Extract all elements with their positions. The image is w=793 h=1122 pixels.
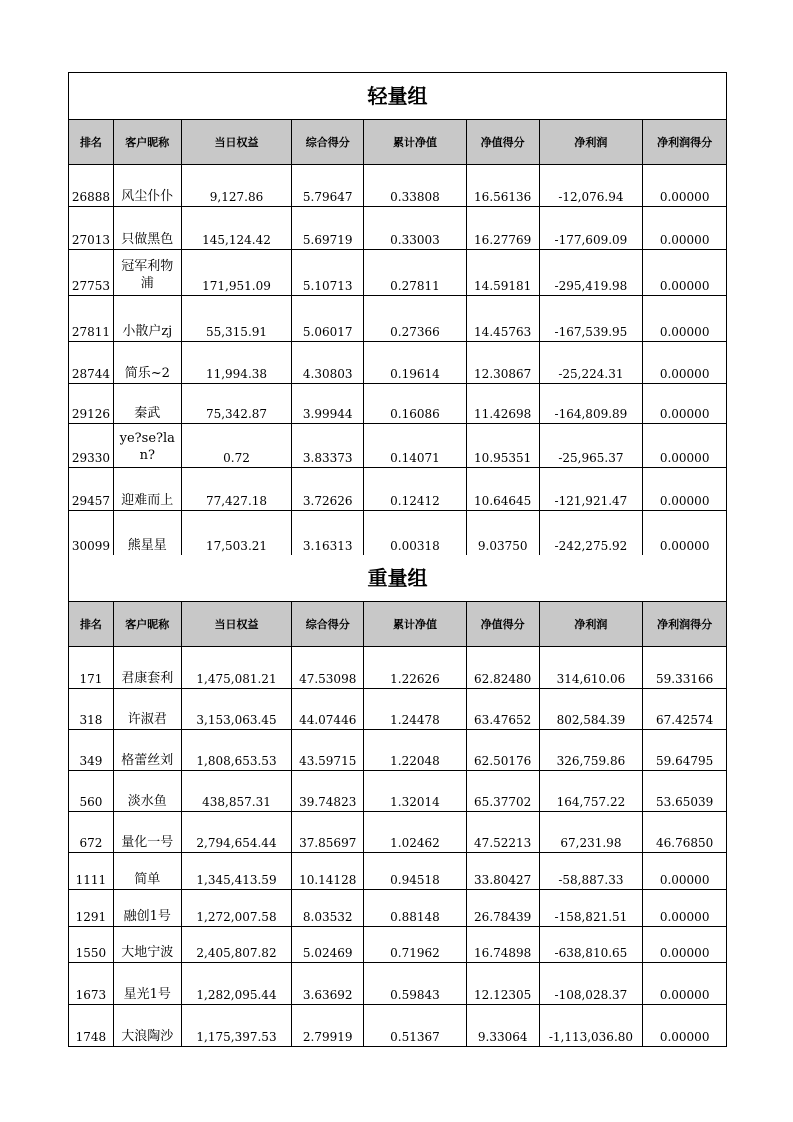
- table-cell: 59.33166: [656, 672, 714, 686]
- table-cell: 只做黑色: [114, 207, 182, 249]
- table-cell: 802,584.39: [540, 689, 644, 729]
- table-cell: 5.06017: [292, 296, 364, 341]
- table-header-row: [69, 602, 726, 647]
- table-cell: 5.10713: [292, 250, 364, 295]
- table-cell: 1111: [69, 853, 114, 889]
- table-row: [69, 730, 726, 771]
- table-cell: 0.59843: [364, 963, 467, 1004]
- table-cell: 0.00000: [659, 367, 710, 381]
- table-cell: 62.82480: [467, 647, 540, 688]
- table-cell: 16.74898: [467, 927, 540, 962]
- heavy-group-title: 重量组: [69, 555, 726, 602]
- column-header: 净值得分: [467, 602, 540, 646]
- table-cell: 冠军利物浦: [114, 250, 182, 295]
- table-cell: 171,951.09: [182, 250, 293, 295]
- table-cell: 9.33064: [467, 1005, 540, 1046]
- table-cell: -167,539.95: [540, 296, 644, 341]
- table-cell: 314,610.06: [540, 647, 644, 688]
- table-cell: 0.00000: [659, 407, 710, 421]
- table-cell: 37.85697: [292, 812, 364, 852]
- column-header: 排名: [69, 602, 114, 646]
- table-row: [69, 771, 726, 812]
- table-cell: 1,808,653.53: [182, 730, 293, 770]
- table-cell: 672: [69, 812, 114, 852]
- table-cell: 许淑君: [114, 689, 182, 729]
- table-cell: -158,821.51: [540, 890, 644, 926]
- table-cell: 1.24478: [364, 689, 467, 729]
- table-cell: 迎难而上: [114, 468, 182, 510]
- table-cell: 君康套利: [114, 647, 182, 688]
- table-row: [69, 812, 726, 853]
- table-cell: 10.95351: [467, 424, 540, 467]
- table-row: [69, 689, 726, 730]
- heavy-group-section: [69, 555, 726, 1046]
- table-cell: 量化一号: [114, 812, 182, 852]
- column-header: 客户昵称: [114, 120, 182, 164]
- table-cell: 0.00000: [659, 1030, 710, 1044]
- table-cell: 1,345,413.59: [182, 853, 293, 889]
- table-cell: 1550: [69, 927, 114, 962]
- light-group-title: 轻量组: [69, 73, 726, 120]
- column-header: 净利润: [540, 602, 644, 646]
- table-cell: 5.79647: [292, 165, 364, 206]
- table-cell: 0.71962: [364, 927, 467, 962]
- table-cell: -1,113,036.80: [540, 1005, 644, 1046]
- table-row: [69, 250, 726, 296]
- table-row: [69, 296, 726, 342]
- table-cell: 16.27769: [467, 207, 540, 249]
- table-cell: 4.30803: [292, 342, 364, 383]
- table-cell: 0.00000: [659, 988, 710, 1002]
- table-cell: 47.52213: [467, 812, 540, 852]
- table-cell: 17,503.21: [182, 511, 293, 555]
- table-cell: -25,965.37: [540, 424, 644, 467]
- table-cell: 0.00000: [659, 494, 710, 508]
- table-cell: 27811: [69, 296, 114, 341]
- table-cell: 77,427.18: [182, 468, 293, 510]
- table-cell: 0.00000: [659, 873, 710, 887]
- table-cell: 349: [69, 730, 114, 770]
- table-cell: 62.50176: [467, 730, 540, 770]
- table-cell: 67,231.98: [540, 812, 644, 852]
- table-cell: -108,028.37: [540, 963, 644, 1004]
- table-row: [69, 647, 726, 689]
- table-cell: 33.80427: [467, 853, 540, 889]
- table-cell: 5.69719: [292, 207, 364, 249]
- table-cell: 560: [69, 771, 114, 811]
- table-cell: 326,759.86: [540, 730, 644, 770]
- table-cell: 12.12305: [467, 963, 540, 1004]
- table-header-row: [69, 120, 726, 165]
- column-header: 综合得分: [292, 602, 364, 646]
- table-cell: 63.47652: [467, 689, 540, 729]
- table-row: [69, 384, 726, 424]
- ranking-sheet: [68, 72, 727, 1047]
- table-cell: -638,810.65: [540, 927, 644, 962]
- table-cell: -164,809.89: [540, 384, 644, 423]
- table-cell: 28744: [69, 342, 114, 383]
- table-cell: 0.00000: [659, 233, 710, 247]
- table-cell: 0.88148: [364, 890, 467, 926]
- table-cell: 5.02469: [292, 927, 364, 962]
- table-cell: 0.94518: [364, 853, 467, 889]
- column-header: 净值得分: [467, 120, 540, 164]
- table-cell: 318: [69, 689, 114, 729]
- table-row: [69, 890, 726, 927]
- table-cell: 0.14071: [364, 424, 467, 467]
- table-cell: 26.78439: [467, 890, 540, 926]
- table-cell: 1.22048: [364, 730, 467, 770]
- table-cell: 小散户zj: [114, 296, 182, 341]
- table-cell: 55,315.91: [182, 296, 293, 341]
- table-cell: 53.65039: [656, 795, 714, 809]
- table-cell: 8.03532: [292, 890, 364, 926]
- table-cell: -121,921.47: [540, 468, 644, 510]
- table-cell: 1673: [69, 963, 114, 1004]
- table-cell: 29457: [69, 468, 114, 510]
- table-cell: 0.00000: [659, 325, 710, 339]
- table-cell: 75,342.87: [182, 384, 293, 423]
- table-cell: 10.64645: [467, 468, 540, 510]
- table-cell: 大浪陶沙: [114, 1005, 182, 1046]
- table-cell: 3.83373: [292, 424, 364, 467]
- table-cell: 1.32014: [364, 771, 467, 811]
- table-cell: 2,794,654.44: [182, 812, 293, 852]
- table-cell: 0.12412: [364, 468, 467, 510]
- column-header: 当日权益: [182, 120, 293, 164]
- table-row: [69, 342, 726, 384]
- table-cell: 0.33003: [364, 207, 467, 249]
- column-header: 当日权益: [182, 602, 293, 646]
- table-cell: 简单: [114, 853, 182, 889]
- table-row: [69, 165, 726, 207]
- table-cell: 1748: [69, 1005, 114, 1046]
- column-header: 客户昵称: [114, 602, 182, 646]
- table-cell: 1,475,081.21: [182, 647, 293, 688]
- column-header: 累计净值: [364, 602, 467, 646]
- table-cell: 44.07446: [292, 689, 364, 729]
- table-row: [69, 468, 726, 511]
- table-cell: 融创1号: [114, 890, 182, 926]
- table-cell: -242,275.92: [540, 511, 644, 555]
- table-cell: 14.59181: [467, 250, 540, 295]
- table-cell: ye?se?lan?: [114, 424, 182, 467]
- table-cell: 145,124.42: [182, 207, 293, 249]
- table-cell: 0.00318: [364, 511, 467, 555]
- table-cell: 0.00000: [659, 539, 710, 553]
- table-cell: 30099: [69, 511, 114, 555]
- table-cell: 67.42574: [656, 713, 714, 727]
- table-cell: 3.99944: [292, 384, 364, 423]
- table-cell: 2,405,807.82: [182, 927, 293, 962]
- table-cell: 27753: [69, 250, 114, 295]
- table-cell: 47.53098: [292, 647, 364, 688]
- table-cell: 43.59715: [292, 730, 364, 770]
- column-header: 排名: [69, 120, 114, 164]
- column-header: 净利润: [540, 120, 644, 164]
- table-cell: 438,857.31: [182, 771, 293, 811]
- table-cell: 0.00000: [659, 946, 710, 960]
- table-cell: 29126: [69, 384, 114, 423]
- table-cell: 3.63692: [292, 963, 364, 1004]
- table-cell: 26888: [69, 165, 114, 206]
- column-header: 净利润得分: [657, 618, 713, 631]
- table-cell: 风尘仆仆: [114, 165, 182, 206]
- table-cell: 10.14128: [292, 853, 364, 889]
- table-cell: 2.79919: [292, 1005, 364, 1046]
- table-cell: 熊星星: [114, 511, 182, 555]
- light-group-section: [69, 73, 726, 555]
- table-cell: -12,076.94: [540, 165, 644, 206]
- table-cell: 1,175,397.53: [182, 1005, 293, 1046]
- table-cell: 0.27811: [364, 250, 467, 295]
- table-row: [69, 207, 726, 250]
- table-row: [69, 853, 726, 890]
- table-cell: 1,272,007.58: [182, 890, 293, 926]
- table-cell: 9,127.86: [182, 165, 293, 206]
- table-cell: 星光1号: [114, 963, 182, 1004]
- column-header: 综合得分: [292, 120, 364, 164]
- table-cell: -295,419.98: [540, 250, 644, 295]
- table-cell: 11,994.38: [182, 342, 293, 383]
- table-cell: 164,757.22: [540, 771, 644, 811]
- table-cell: 0.00000: [659, 190, 710, 204]
- table-cell: 14.45763: [467, 296, 540, 341]
- table-row: [69, 511, 726, 555]
- table-cell: 39.74823: [292, 771, 364, 811]
- table-cell: 淡水鱼: [114, 771, 182, 811]
- table-cell: 0.33808: [364, 165, 467, 206]
- table-cell: 3.16313: [292, 511, 364, 555]
- table-cell: 171: [69, 647, 114, 688]
- table-cell: 59.64795: [656, 754, 714, 768]
- table-row: [69, 424, 726, 468]
- table-cell: 大地宁波: [114, 927, 182, 962]
- table-cell: 格蕾丝刘: [114, 730, 182, 770]
- table-cell: 27013: [69, 207, 114, 249]
- table-cell: 1291: [69, 890, 114, 926]
- table-cell: 29330: [69, 424, 114, 467]
- table-cell: -58,887.33: [540, 853, 644, 889]
- table-cell: -177,609.09: [540, 207, 644, 249]
- table-row: [69, 927, 726, 963]
- table-cell: 0.27366: [364, 296, 467, 341]
- table-cell: 11.42698: [467, 384, 540, 423]
- table-cell: 16.56136: [467, 165, 540, 206]
- table-cell: 3.72626: [292, 468, 364, 510]
- table-row: [69, 963, 726, 1005]
- table-cell: 0.72: [182, 424, 293, 467]
- table-cell: 0.19614: [364, 342, 467, 383]
- table-cell: 9.03750: [467, 511, 540, 555]
- table-cell: 1.02462: [364, 812, 467, 852]
- column-header: 净利润得分: [657, 136, 713, 149]
- table-cell: 1.22626: [364, 647, 467, 688]
- column-header: 累计净值: [364, 120, 467, 164]
- table-cell: 3,153,063.45: [182, 689, 293, 729]
- table-cell: 0.00000: [659, 451, 710, 465]
- table-cell: -25,224.31: [540, 342, 644, 383]
- table-cell: 简乐~2: [114, 342, 182, 383]
- table-cell: 0.00000: [659, 279, 710, 293]
- table-cell: 1,282,095.44: [182, 963, 293, 1004]
- table-cell: 秦武: [114, 384, 182, 423]
- table-row: [69, 1005, 726, 1046]
- table-cell: 65.37702: [467, 771, 540, 811]
- table-cell: 0.51367: [364, 1005, 467, 1046]
- table-cell: 0.16086: [364, 384, 467, 423]
- table-cell: 0.00000: [659, 910, 710, 924]
- table-cell: 12.30867: [467, 342, 540, 383]
- table-cell: 46.76850: [656, 836, 714, 850]
